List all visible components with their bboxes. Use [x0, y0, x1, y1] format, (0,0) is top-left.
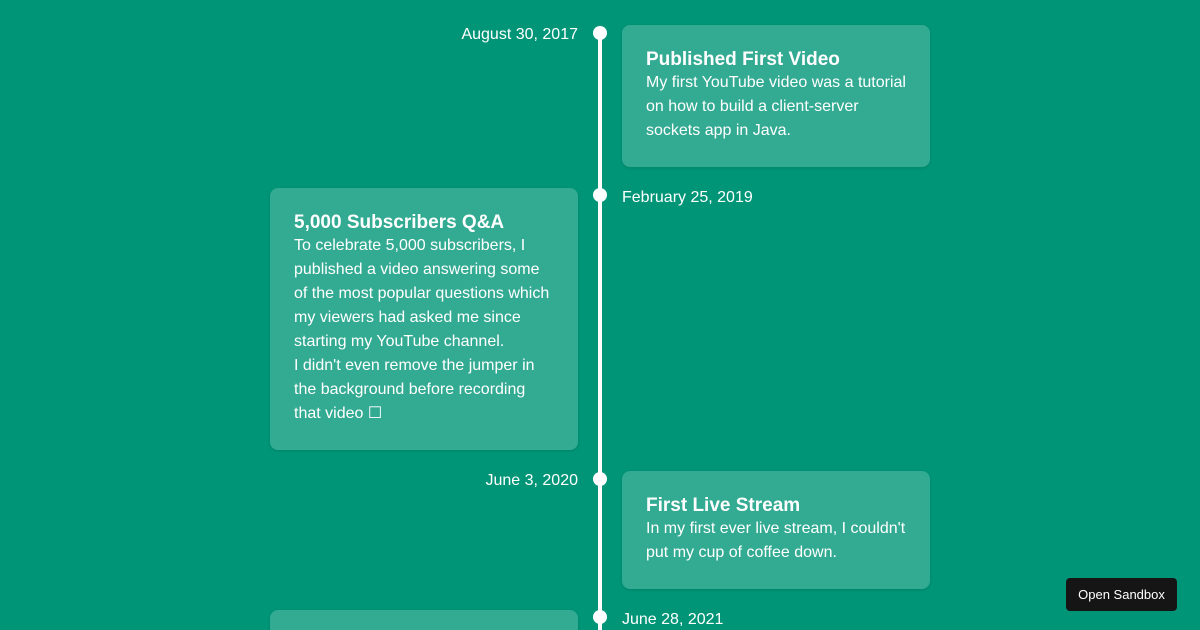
event-title: Published First Video	[646, 49, 840, 70]
event-card	[622, 471, 930, 589]
event-date: February 25, 2019	[622, 189, 753, 206]
event-description: My first YouTube video was a tutorial on how to build a client-server sockets app in Java.	[646, 74, 906, 139]
open-sandbox-button[interactable]: Open Sandbox	[1066, 578, 1177, 611]
event-description: To celebrate 5,000 subscribers, I published a video answering some of the most popular questions which my viewers had asked me since starting my YouTube channel.	[294, 237, 550, 350]
event-card	[270, 610, 578, 630]
timeline-dot	[593, 472, 607, 486]
timeline-dot	[593, 188, 607, 202]
event-title: First Live Stream	[646, 495, 801, 516]
event-date: August 30, 2017	[461, 26, 578, 43]
event-description: In my first ever live stream, I couldn't put my cup of coffee down.	[646, 520, 906, 561]
timeline-dot	[593, 610, 607, 624]
timeline-dot	[593, 26, 607, 40]
event-card	[270, 188, 578, 450]
event-date: June 3, 2020	[485, 472, 578, 489]
event-date: June 28, 2021	[622, 611, 724, 628]
timeline-line	[598, 32, 602, 630]
event-card	[622, 25, 930, 167]
event-title: 5,000 Subscribers Q&A	[294, 212, 505, 233]
event-description: I didn't even remove the jumper in the background before recording that video ☐	[294, 357, 535, 422]
